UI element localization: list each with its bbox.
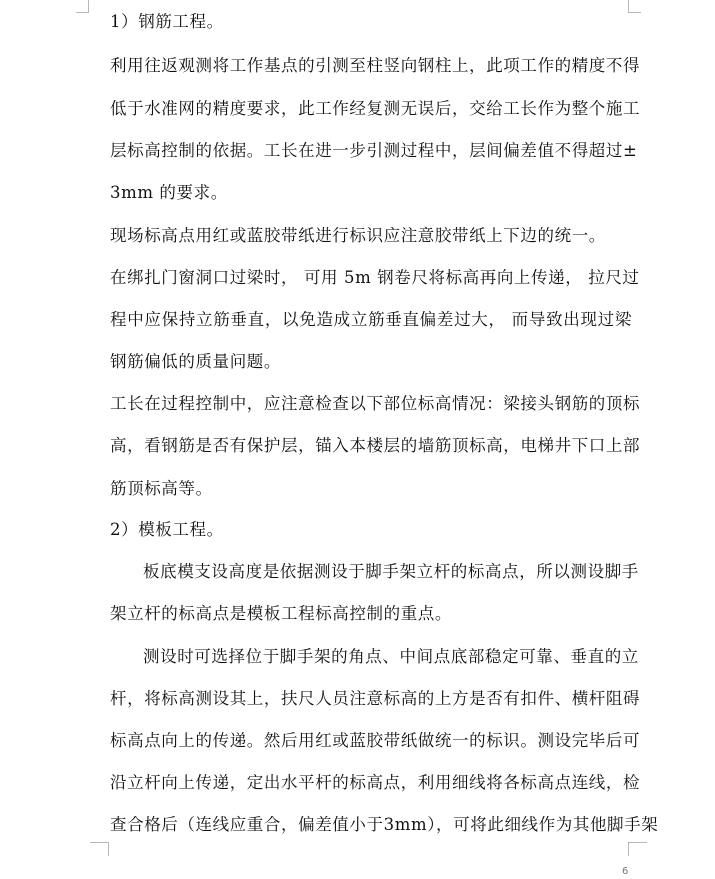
body-text-line: 查合格后（连线应重合，偏差值小于3mm），可将此细线作为其他脚手架 [110, 815, 659, 834]
page-number: 6 [622, 866, 629, 877]
body-text-line: 高，看钢筋是否有保护层，锚入本楼层的墙筋顶标高，电梯井下口上部 [110, 436, 641, 455]
crop-mark-top-left-vertical [88, 0, 89, 12]
body-text-line: 杆，将标高测设其上，扶尺人员注意标高的上方是否有扣件、横杆阻碍 [110, 689, 641, 708]
body-text-line: 钢筋偏低的质量问题。 [110, 352, 281, 371]
body-text-line: 架立杆的标高点是模板工程标高控制的重点。 [110, 604, 452, 623]
section-heading: 2）模板工程。 [110, 520, 224, 539]
crop-mark-top-left-horizontal [76, 12, 89, 13]
body-text-line: 低于水准网的精度要求，此工作经复测无误后，交给工长作为整个施工 [110, 99, 641, 118]
crop-mark-bottom-left-horizontal [90, 842, 109, 843]
body-text-line: 现场标高点用红或蓝胶带纸进行标识应注意胶带纸上下边的统一。 [110, 226, 606, 245]
body-text-line: 在绑扎门窗洞口过梁时， 可用 5m 钢卷尺将标高再向上传递， 拉尺过 [110, 268, 640, 287]
body-text-line: 测设时可选择位于脚手架的角点、中间点底部稳定可靠、垂直的立 [143, 647, 639, 666]
body-text-line: 利用往返观测将工作基点的引测至柱竖向钢柱上，此项工作的精度不得 [110, 56, 641, 75]
body-text-line: 工长在过程控制中，应注意检查以下部位标高情况：梁接头钢筋的顶标 [110, 394, 641, 413]
body-text-line: 3mm 的要求。 [110, 183, 228, 202]
section-heading: 1）钢筋工程。 [110, 12, 224, 31]
body-text-line: 沿立杆向上传递，定出水平杆的标高点，利用细线将各标高点连线，检 [110, 773, 641, 792]
crop-mark-bottom-right-vertical [628, 842, 629, 856]
crop-mark-bottom-left-vertical [108, 842, 109, 856]
body-text-line: 层标高控制的依据。工长在进一步引测过程中，层间偏差值不得超过± [110, 141, 638, 160]
body-text-line: 筋顶标高等。 [110, 479, 213, 498]
body-text-line: 标高点向上的传递。然后用红或蓝胶带纸做统一的标识。测设完毕后可 [110, 731, 641, 750]
crop-mark-bottom-right-horizontal [628, 842, 647, 843]
body-text-line: 板底模支设高度是依据测设于脚手架立杆的标高点，所以测设脚手 [143, 562, 639, 581]
crop-mark-top-right-vertical [628, 0, 629, 12]
body-text-line: 程中应保持立筋垂直，以免造成立筋垂直偏差过大， 而导致出现过梁 [110, 310, 632, 329]
